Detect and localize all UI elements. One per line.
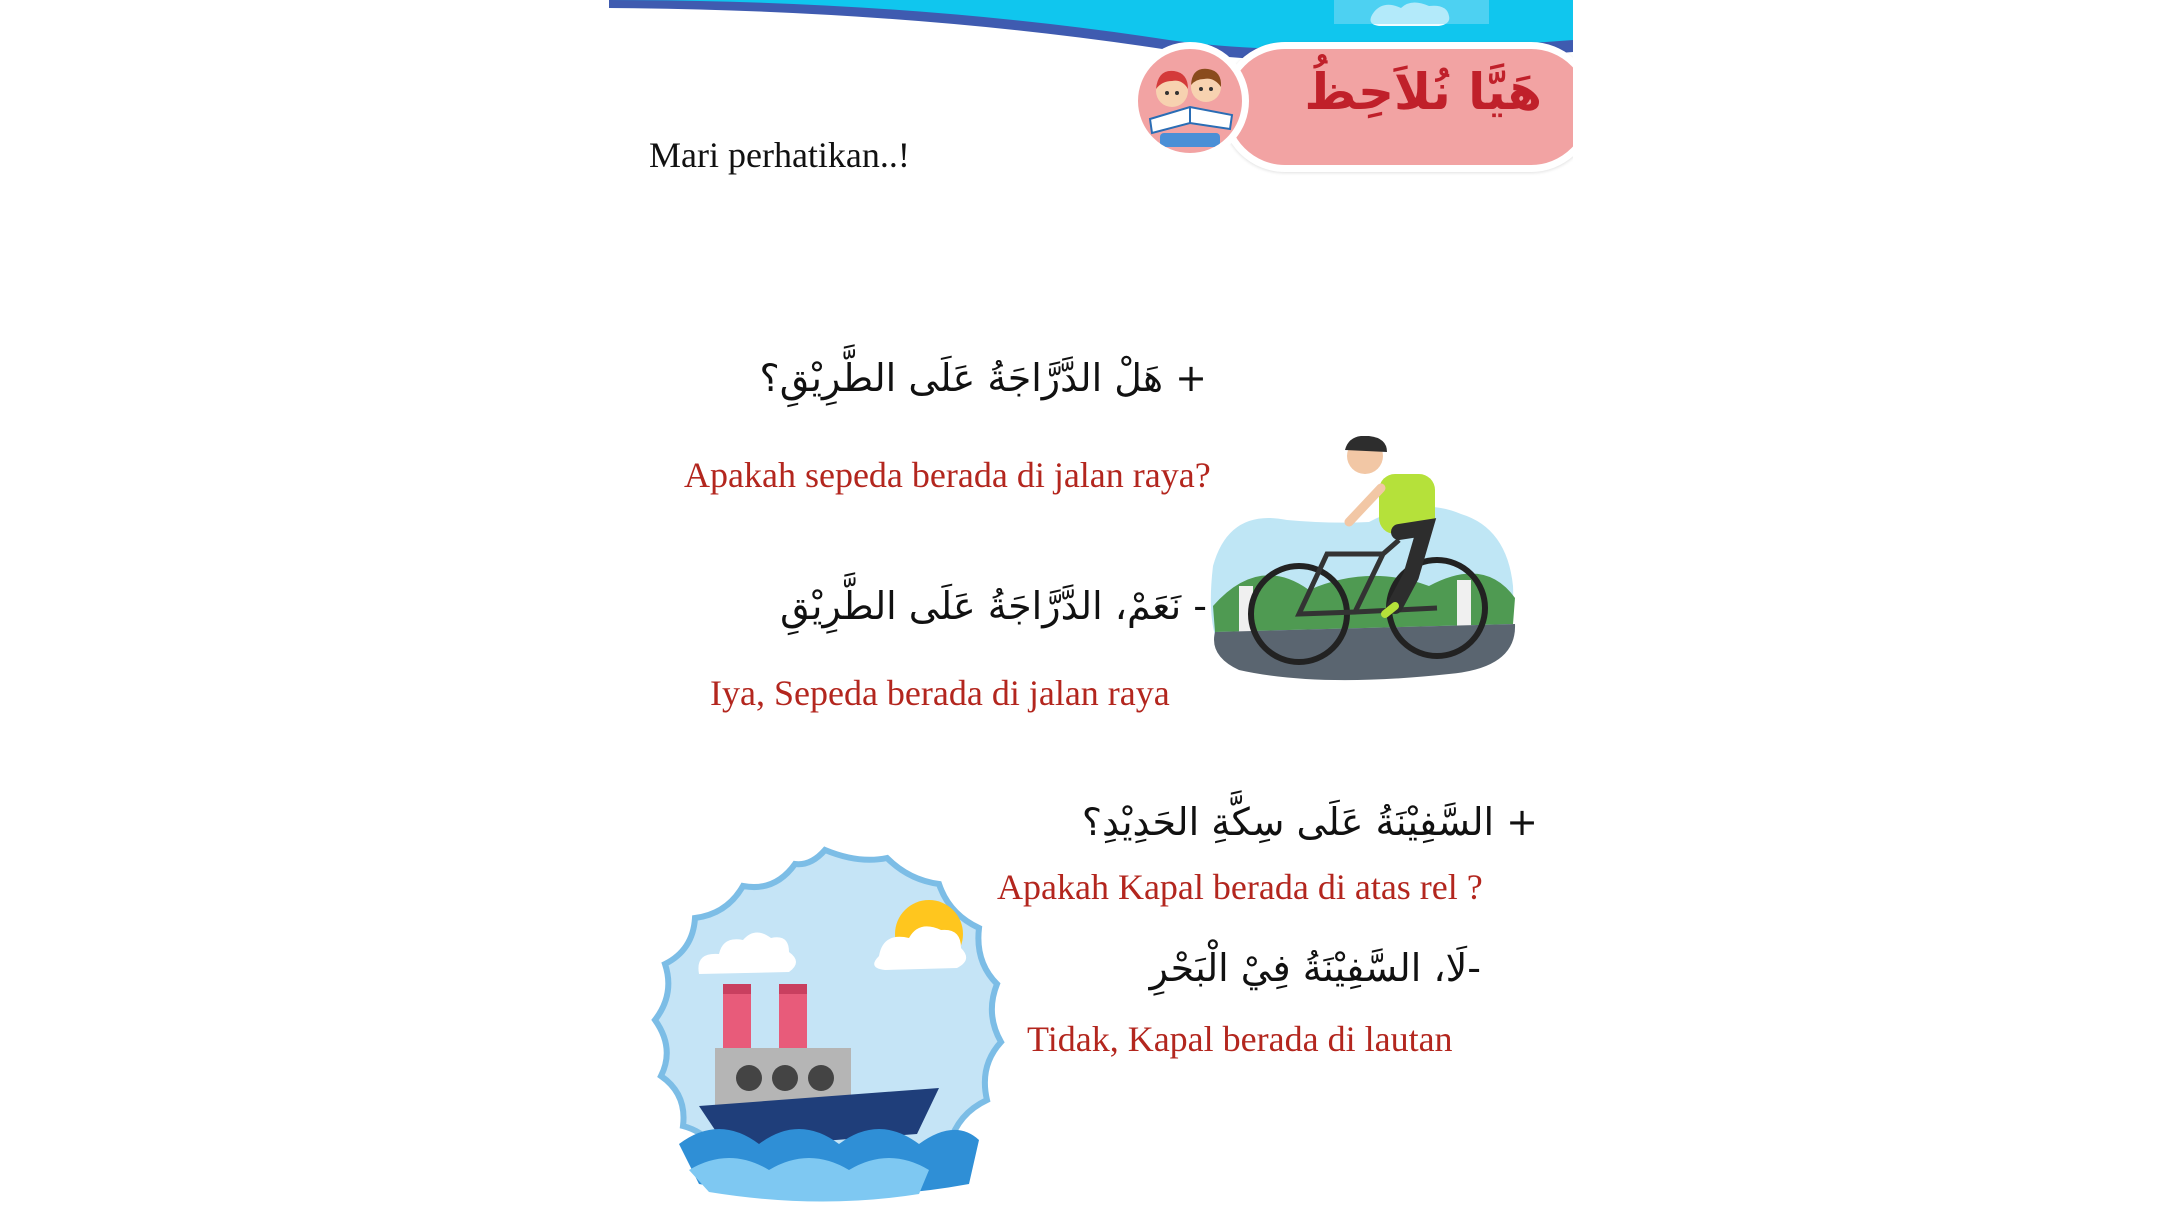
answer-id-1: Iya, Sepeda berada di jalan raya — [710, 673, 1170, 713]
book-page — [609, 0, 1573, 1215]
section-title-badge — [1221, 42, 1573, 172]
cyclist-icon — [1199, 436, 1525, 688]
answer-ar-1: - نَعَمْ، الدَّرَّاجَةُ عَلَى الطَّرِيْقِ — [780, 584, 1207, 628]
reading-kids-icon — [1131, 42, 1249, 160]
question-ar-2: + السَّفِيْنَةُ عَلَى سِكَّةِ الحَدِيْدِ؟ — [1081, 800, 1538, 844]
question-ar-1: + هَلْ الدَّرَّاجَةُ عَلَى الطَّرِيْقِ؟ — [759, 356, 1207, 400]
answer-id-2: Tidak, Kapal berada di lautan — [1027, 1019, 1453, 1059]
section-title: هَيَّا نُلاَحِظُ — [1304, 63, 1542, 121]
intro-text: Mari perhatikan..! — [649, 135, 910, 175]
question-id-1: Apakah sepeda berada di jalan raya? — [684, 455, 1211, 495]
answer-ar-2: -لَا، السَّفِيْنَةُ فِيْ الْبَحْرِ — [1149, 946, 1481, 990]
question-id-2: Apakah Kapal berada di atas rel ? — [997, 867, 1483, 907]
ship-icon — [639, 844, 1011, 1215]
